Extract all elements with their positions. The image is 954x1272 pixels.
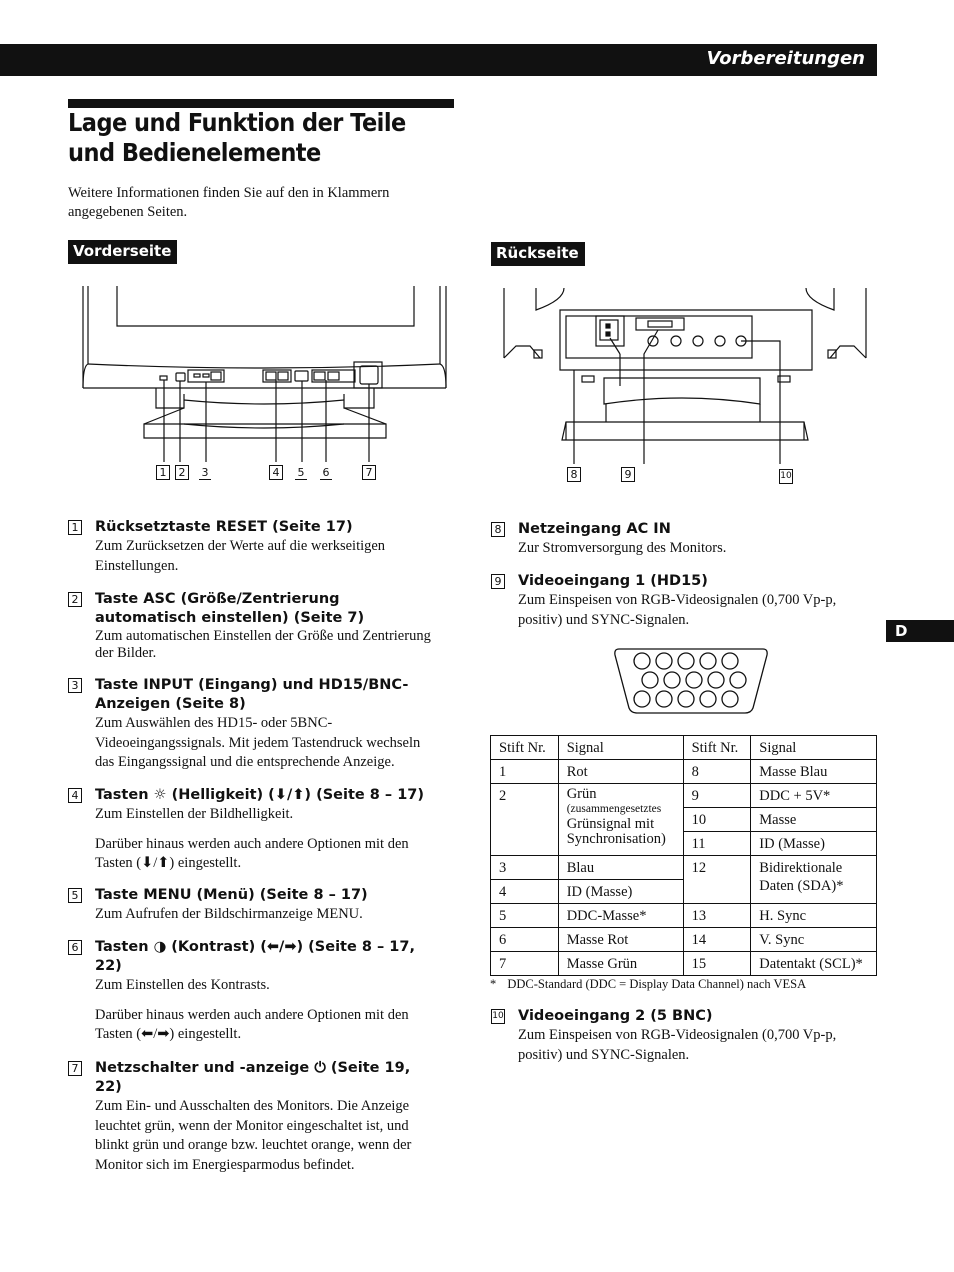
front-item-3 bbox=[68, 676, 438, 773]
pin-signal: Rot bbox=[558, 760, 683, 784]
item-number: 7 bbox=[68, 1061, 82, 1076]
pin-number: 6 bbox=[491, 928, 559, 952]
title-rule bbox=[68, 99, 454, 108]
item-text: Zum automatischen Einstellen der Größe und Zentrierung der Bilder. bbox=[95, 628, 431, 661]
front-item-5 bbox=[68, 886, 438, 925]
pin-signal: Masse Blau bbox=[751, 760, 877, 784]
item-title: Videoeingang 2 (5 BNC) bbox=[518, 1008, 713, 1024]
item-number: 1 bbox=[68, 520, 82, 535]
pin-number: 9 bbox=[683, 784, 751, 808]
table-header: Signal bbox=[751, 736, 877, 760]
pin-number: 10 bbox=[683, 808, 751, 832]
item-number: 2 bbox=[68, 592, 82, 607]
rear-item-8 bbox=[491, 520, 861, 559]
rear-item-10 bbox=[491, 1007, 861, 1065]
pin-signal: V. Sync bbox=[751, 928, 877, 952]
item-text: Zum Einstellen der Bildhelligkeit. bbox=[95, 806, 294, 822]
rear-callout: 10 bbox=[779, 469, 793, 484]
pin-assignment-table bbox=[490, 735, 877, 976]
item-text: Zum Einspeisen von RGB-Videosignalen (0,700 Vp-p, positiv) und SYNC-Signalen. bbox=[518, 592, 837, 628]
front-callout: 7 bbox=[362, 465, 376, 480]
front-callout: 6 bbox=[320, 466, 332, 480]
item-number: 5 bbox=[68, 888, 82, 903]
pin-signal: DDC-Masse* bbox=[558, 904, 683, 928]
item-title: Netzschalter und -anzeige ⏻ (Seite 19, 22) bbox=[95, 1060, 411, 1095]
front-item-6 bbox=[68, 938, 438, 1045]
item-title: Tasten ☼ (Helligkeit) (⬇/⬆) (Seite 8 – 17) bbox=[95, 787, 424, 803]
front-callout: 3 bbox=[199, 466, 211, 480]
header-bar bbox=[0, 44, 877, 76]
item-text: Zum Aufrufen der Bildschirmanzeige MENU. bbox=[95, 906, 363, 922]
item-number: 10 bbox=[491, 1009, 505, 1024]
front-item-1 bbox=[68, 518, 438, 576]
header-section-title: Vorbereitungen bbox=[706, 48, 865, 69]
pin-number: 13 bbox=[683, 904, 751, 928]
pin-number: 15 bbox=[683, 952, 751, 976]
item-title: Netzeingang AC IN bbox=[518, 521, 671, 537]
language-tab: D bbox=[886, 620, 954, 642]
pin-signal: ID (Masse) bbox=[558, 880, 683, 904]
table-footnote bbox=[490, 977, 806, 992]
item-text: Zum Zurücksetzen der Werte auf die werkseitigen Einstellungen. bbox=[95, 538, 386, 574]
item-text: Zum Ein- und Ausschalten des Monitors. Die Anzeige leuchtet grün, wenn der Monitor eingeschaltet ist, und blinkt grün und orange bzw. leuchtet orange, wenn der Monitor sich im Energiesparmodus befindet. bbox=[95, 1098, 412, 1173]
intro-text: Weitere Informationen finden Sie auf den in Klammern angegebenen Seiten. bbox=[68, 185, 390, 220]
item-title: Rücksetztaste RESET (Seite 17) bbox=[95, 519, 353, 535]
item-number: 3 bbox=[68, 678, 82, 693]
item-title: Videoeingang 1 (HD15) bbox=[518, 573, 708, 589]
item-number: 6 bbox=[68, 940, 82, 955]
pin-number: 12 bbox=[683, 856, 751, 904]
rear-callout: 8 bbox=[567, 467, 581, 482]
pin-number: 7 bbox=[491, 952, 559, 976]
pin-number: 2 bbox=[491, 784, 559, 856]
front-callout: 5 bbox=[295, 466, 307, 480]
pin-signal: H. Sync bbox=[751, 904, 877, 928]
table-header: Signal bbox=[558, 736, 683, 760]
item-text: Zum Auswählen des HD15- oder 5BNC-Videoeingangssignals. Mit jedem Tastendruck wechseln das Eingangssignal und die entsprechende Anzeige. bbox=[95, 715, 421, 770]
item-number: 9 bbox=[491, 574, 505, 589]
item-text: Zum Einspeisen von RGB-Videosignalen (0,700 Vp-p, positiv) und SYNC-Signalen. bbox=[518, 1027, 837, 1063]
pin-signal: ID (Masse) bbox=[751, 832, 877, 856]
front-monitor-illustration bbox=[80, 284, 450, 484]
pin-signal: Masse bbox=[751, 808, 877, 832]
front-callout: 2 bbox=[175, 465, 189, 480]
table-header: Stift Nr. bbox=[491, 736, 559, 760]
pin-signal-cell bbox=[558, 784, 683, 856]
pin-signal: DDC + 5V* bbox=[751, 784, 877, 808]
pin-signal: Grün bbox=[566, 786, 597, 802]
pin-signal: Bidirektionale Daten (SDA)* bbox=[751, 856, 877, 904]
front-callout: 4 bbox=[269, 465, 283, 480]
item-title: Tasten ◑ (Kontrast) (⬅/➡) (Seite 8 – 17, 22) bbox=[95, 939, 415, 974]
rear-callout: 9 bbox=[621, 467, 635, 482]
rear-monitor-illustration bbox=[500, 286, 872, 480]
item-title: Taste INPUT (Eingang) und HD15/BNC-Anzeigen (Seite 8) bbox=[95, 677, 409, 712]
rear-item-9 bbox=[491, 572, 861, 630]
pin-number: 4 bbox=[491, 880, 559, 904]
item-number: 8 bbox=[491, 522, 505, 537]
front-heading: Vorderseite bbox=[68, 240, 177, 264]
pin-number: 8 bbox=[683, 760, 751, 784]
item-title: Taste MENU (Menü) (Seite 8 – 17) bbox=[95, 887, 368, 903]
table-header: Stift Nr. bbox=[683, 736, 751, 760]
footnote-mark: * bbox=[490, 977, 497, 991]
front-callout: 1 bbox=[156, 465, 170, 480]
item-text: Zum Einstellen des Kontrasts. bbox=[95, 977, 270, 993]
pin-signal-note: (zusammengesetztes bbox=[566, 803, 662, 815]
front-item-4 bbox=[68, 786, 438, 874]
pin-signal: Blau bbox=[558, 856, 683, 880]
pin-signal: Datentakt (SCL)* bbox=[751, 952, 877, 976]
pin-number: 3 bbox=[491, 856, 559, 880]
pin-number: 14 bbox=[683, 928, 751, 952]
footnote-text: DDC-Standard (DDC = Display Data Channel) nach VESA bbox=[507, 977, 807, 991]
pin-number: 5 bbox=[491, 904, 559, 928]
item-text: Darüber hinaus werden auch andere Optionen mit den Tasten (⬇/⬆) eingestellt. bbox=[95, 835, 409, 871]
item-number: 4 bbox=[68, 788, 82, 803]
item-text: Darüber hinaus werden auch andere Optionen mit den Tasten (⬅/➡) eingestellt. bbox=[95, 1006, 409, 1042]
front-item-7 bbox=[68, 1059, 438, 1175]
hd15-connector-diagram bbox=[611, 646, 771, 716]
pin-signal: Masse Grün bbox=[558, 952, 683, 976]
pin-number: 11 bbox=[683, 832, 751, 856]
front-item-2 bbox=[68, 590, 438, 662]
item-text: Zur Stromversorgung des Monitors. bbox=[518, 540, 727, 556]
rear-heading: Rückseite bbox=[491, 242, 585, 266]
pin-signal-note: Grünsignal mit Synchronisation) bbox=[566, 816, 666, 847]
pin-number: 1 bbox=[491, 760, 559, 784]
pin-signal: Masse Rot bbox=[558, 928, 683, 952]
page-title: Lage und Funktion der Teile und Bedienelemente bbox=[68, 108, 406, 167]
item-title: Taste ASC (Größe/Zentrierung automatisch einstellen) (Seite 7) bbox=[95, 591, 365, 626]
